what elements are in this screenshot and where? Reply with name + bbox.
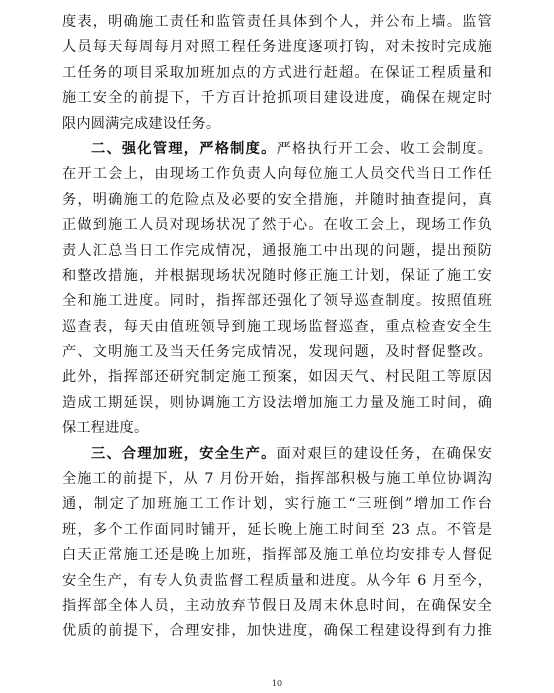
text-line: 在开工会上，由现场工作负责人向每位施工人员交代当日工作任 xyxy=(62,166,492,183)
text-line: 通，制定了加班施工工作计划，实行施工“三班倒”增加工作台 xyxy=(62,496,492,513)
text-line: 务，明确施工的危险点及必要的安全措施，并随时抽查提问，真 xyxy=(62,191,492,208)
document-page xyxy=(62,10,492,645)
paragraph-1 xyxy=(62,10,492,137)
paragraph-2 xyxy=(62,137,492,442)
text-line: 安全生产，有专人负责监督工程质量和进度。从今年 6 月至今， xyxy=(62,572,492,589)
text-line: 巡查表，每天由值班领导到施工现场监督巡查，重点检查安全生 xyxy=(62,318,492,335)
text-line: 白天正常施工还是晚上加班，指挥部及施工单位均安排专人督促 xyxy=(62,547,492,564)
section-heading: 二、强化管理，严格制度。 xyxy=(91,140,277,157)
text-line: 度表，明确施工责任和监管责任具体到个人，并公布上墙。监管 xyxy=(62,14,492,30)
page-number: 10 xyxy=(271,679,283,688)
text-line: 工任务的项目采取加班加点的方式进行赶超。在保证工程质量和 xyxy=(62,64,492,81)
text-line: 指挥部全体人员，主动放弃节假日及周末休息时间，在确保安全 xyxy=(62,597,492,614)
text-line xyxy=(62,137,492,162)
text-span: 面对艰巨的建设任务，在确保安 xyxy=(276,445,492,462)
section-heading: 三、合理加班，安全生产。 xyxy=(91,445,277,462)
text-line: 人员每天每周每月对照工程任务进度逐项打钩，对未按时完成施 xyxy=(62,39,492,56)
text-line: 责人汇总当日工作完成情况，通报施工中出现的问题，提出预防 xyxy=(62,242,492,259)
text-line: 施工安全的前提下，千方百计抢抓项目建设进度，确保在规定时 xyxy=(62,90,492,107)
text-line: 造成工期延误，则协调施工方设法增加施工力量及施工时间，确 xyxy=(62,394,492,411)
text-line: 和整改措施，并根据现场状况随时修正施工计划，保证了施工安 xyxy=(62,267,492,284)
text-line: 保工程进度。 xyxy=(62,420,149,437)
text-line xyxy=(62,442,492,467)
text-line: 此外，指挥部还研究制定施工预案，如因天气、村民阻工等原因 xyxy=(62,369,492,386)
text-line: 正做到施工人员对现场状况了然于心。在收工会上，现场工作负 xyxy=(62,217,492,234)
text-line: 全施工的前提下，从 7 月份开始，指挥部积极与施工单位协调沟 xyxy=(62,471,492,488)
text-line: 优质的前提下，合理安排，加快进度，确保工程建设得到有力推 xyxy=(62,623,492,640)
paragraph-3 xyxy=(62,442,492,645)
text-line: 班，多个工作面同时铺开，延长晚上施工时间至 23 点。不管是 xyxy=(62,521,492,538)
text-span: 严格执行开工会、收工会制度。 xyxy=(276,140,492,157)
text-line: 全和施工进度。同时，指挥部还强化了领导巡查制度。按照值班 xyxy=(62,293,492,310)
text-line: 限内圆满完成建设任务。 xyxy=(62,115,221,132)
text-line: 产、文明施工及当天任务完成情况，发现问题，及时督促整改。 xyxy=(62,344,492,361)
